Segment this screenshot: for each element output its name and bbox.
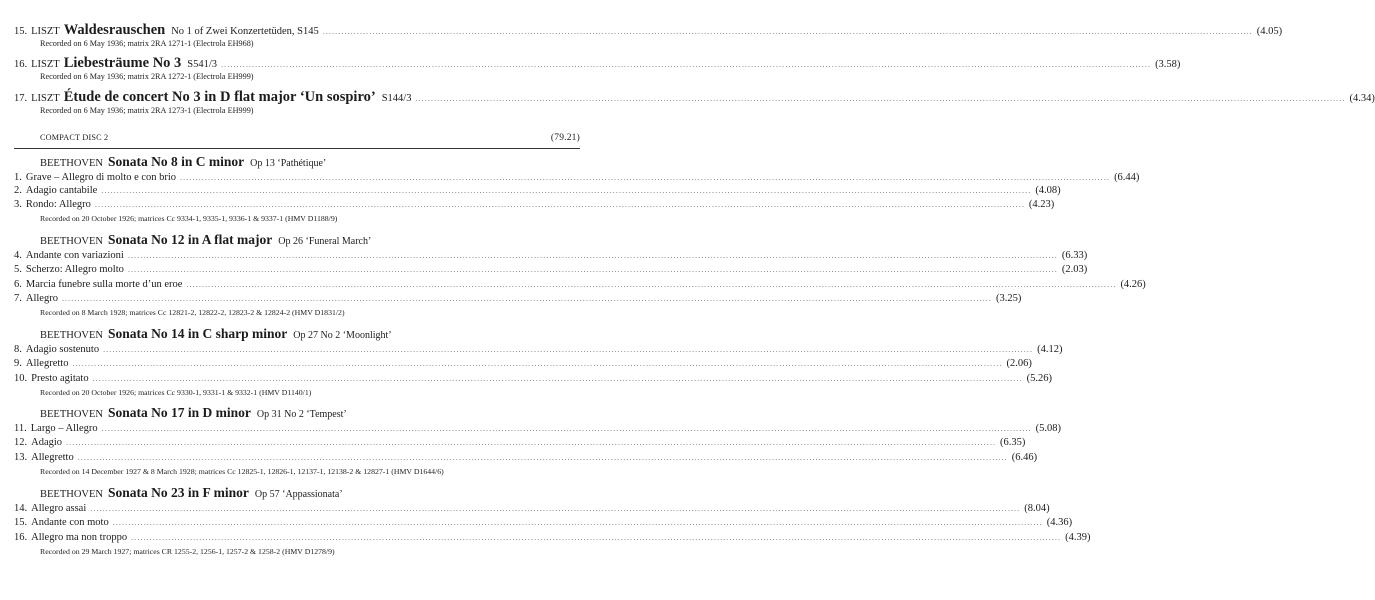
dot-leader: ............................................................................................................................................................................................................................................................................................................ (127, 251, 1058, 260)
track-number: 13. (14, 452, 28, 463)
work-title: Sonata No 14 in C sharp minor (108, 326, 288, 341)
track-row (14, 373, 1052, 387)
dot-leader: ............................................................................................................................................................................................................................................................................................................ (322, 27, 1253, 36)
work-detail: Op 27 No 2 ‘Moonlight’ (293, 330, 392, 341)
disc-total-duration: (79.21) (550, 133, 580, 143)
track-row (14, 517, 1073, 531)
work-detail: Op 26 ‘Funeral March’ (278, 236, 372, 247)
recording-info: Recorded on 6 May 1936; matrix 2RA 1272-1 (Electrola EH999) (40, 72, 254, 81)
dot-leader: ............................................................................................................................................................................................................................................................................................................ (415, 94, 1346, 103)
track-duration: (3.25) (995, 293, 1022, 304)
composer: LISZT (31, 59, 60, 70)
movement-name: Largo – Allegro (30, 423, 98, 434)
composer: BEETHOVEN (40, 409, 103, 420)
divider (14, 148, 580, 149)
work-heading (40, 405, 347, 421)
track-duration: (6.33) (1061, 250, 1088, 261)
recording-info: Recorded on 6 May 1936; matrix 2RA 1273-1 (Electrola EH999) (40, 106, 254, 115)
track-row (14, 452, 1038, 466)
movement-name: Marcia funebre sulla morte d’un eroe (25, 279, 183, 290)
track-row (14, 250, 1088, 264)
movement-name: Allegretto (25, 358, 69, 369)
track-duration: (4.34) (1349, 93, 1375, 104)
work-title: Liebesträume No 3 (63, 55, 182, 71)
work-detail: S144/3 (381, 93, 412, 104)
composer: BEETHOVEN (40, 489, 103, 500)
movement-name: Presto agitato (31, 373, 89, 384)
movement-name: Allegretto (31, 452, 74, 463)
dot-leader: ............................................................................................................................................................................................................................................................................................................ (72, 359, 1003, 368)
work-title: Sonata No 23 in F minor (108, 485, 249, 500)
movement-name: Adagio (31, 437, 63, 448)
track-duration: (4.05) (1256, 26, 1283, 37)
track-row (14, 172, 1140, 186)
disc-header (40, 133, 580, 147)
track-number: 15. (14, 517, 28, 528)
dot-leader: ............................................................................................................................................................................................................................................................................................................ (131, 533, 1062, 542)
track-number: 17. (14, 93, 28, 104)
track-number: 6. (14, 279, 22, 290)
track-row (14, 344, 1063, 358)
dot-leader: ............................................................................................................................................................................................................................................................................................................ (90, 504, 1021, 513)
disc-label: COMPACT DISC 2 (40, 133, 109, 142)
track-row (14, 279, 1146, 293)
track-row (14, 22, 1283, 38)
track-duration: (2.03) (1061, 264, 1088, 275)
composer: BEETHOVEN (40, 236, 103, 247)
track-duration: (4.36) (1046, 517, 1073, 528)
work-heading (40, 232, 371, 248)
track-row (14, 293, 1022, 307)
work-title: Sonata No 8 in C minor (108, 154, 245, 169)
work-detail: Op 57 ‘Appassionata’ (254, 489, 343, 500)
track-number: 4. (14, 250, 22, 261)
movement-name: Andante con variazioni (25, 250, 124, 261)
dot-leader: ............................................................................................................................................................................................................................................................................................................ (112, 518, 1043, 527)
track-number: 10. (14, 373, 28, 384)
dot-leader: ............................................................................................................................................................................................................................................................................................................ (127, 265, 1058, 274)
track-row (14, 89, 1375, 105)
recording-info: Recorded on 14 December 1927 & 8 March 1928; matrices Cc 12825-1, 12826-1, 12137-1, 12138-2 & 12827-1 (HMV D1644/6) (40, 467, 444, 476)
work-title: Sonata No 17 in D minor (108, 405, 251, 420)
track-duration: (6.44) (1114, 172, 1140, 183)
movement-name: Adagio sostenuto (25, 344, 100, 355)
track-duration: (4.08) (1035, 185, 1061, 196)
dot-leader: ............................................................................................................................................................................................................................................................................................................ (101, 186, 1032, 195)
track-number: 2. (14, 185, 22, 196)
track-number: 8. (14, 344, 22, 355)
track-row (14, 503, 1050, 517)
work-heading (40, 326, 392, 342)
track-duration: (6.35) (1000, 437, 1026, 448)
dot-leader: ............................................................................................................................................................................................................................................................................................................ (101, 424, 1032, 433)
recording-info: Recorded on 29 March 1927; matrices CR 1255-2, 1256-1, 1257-2 & 1258-2 (HMV D1278/9) (40, 547, 335, 556)
dot-leader: ............................................................................................................................................................................................................................................................................................................ (77, 453, 1008, 462)
work-detail: Op 31 No 2 ‘Tempest’ (256, 409, 347, 420)
track-duration: (3.58) (1155, 59, 1181, 70)
movement-name: Allegro (25, 293, 58, 304)
dot-leader: ............................................................................................................................................................................................................................................................................................................ (103, 345, 1034, 354)
track-number: 16. (14, 532, 28, 543)
track-row (14, 55, 1181, 71)
movement-name: Allegro assai (31, 503, 87, 514)
work-heading (40, 485, 343, 501)
movement-name: Allegro ma non troppo (31, 532, 128, 543)
track-duration: (8.04) (1024, 503, 1050, 514)
recording-info: Recorded on 6 May 1936; matrix 2RA 1271-1 (Electrola EH968) (40, 39, 254, 48)
track-number: 11. (14, 423, 27, 434)
track-number: 16. (14, 59, 28, 70)
track-number: 1. (14, 172, 22, 183)
track-number: 3. (14, 199, 22, 210)
track-number: 14. (14, 503, 28, 514)
track-row (14, 423, 1062, 437)
dot-leader: ............................................................................................................................................................................................................................................................................................................ (61, 294, 992, 303)
work-title: Sonata No 12 in A flat major (108, 232, 273, 247)
movement-name: Adagio cantabile (25, 185, 98, 196)
composer: LISZT (31, 93, 60, 104)
track-duration: (6.46) (1011, 452, 1038, 463)
track-row (14, 199, 1055, 213)
work-heading (40, 154, 326, 170)
dot-leader: ............................................................................................................................................................................................................................................................................................................ (180, 173, 1111, 182)
dot-leader: ............................................................................................................................................................................................................................................................................................................ (221, 60, 1152, 69)
track-duration: (5.26) (1026, 373, 1052, 384)
work-detail: S541/3 (187, 59, 218, 70)
track-row (14, 437, 1026, 451)
dot-leader: ............................................................................................................................................................................................................................................................................................................ (66, 438, 997, 447)
movement-name: Andante con moto (31, 517, 109, 528)
recording-info: Recorded on 8 March 1928; matrices Cc 12821-2, 12822-2, 12823-2 & 12824-2 (HMV D1831/2) (40, 308, 345, 317)
movement-name: Scherzo: Allegro molto (25, 264, 124, 275)
recording-info: Recorded on 20 October 1926; matrices Cc 9334-1, 9335-1, 9336-1 & 9337-1 (HMV D1188/9) (40, 214, 338, 223)
track-number: 15. (14, 26, 28, 37)
composer: BEETHOVEN (40, 158, 103, 169)
track-number: 12. (14, 437, 28, 448)
work-title: Étude de concert No 3 in D flat major ‘Un sospiro’ (63, 89, 376, 105)
track-duration: (2.06) (1006, 358, 1032, 369)
recording-info: Recorded on 20 October 1926; matrices Cc 9330-1, 9331-1 & 9332-1 (HMV D1140/1) (40, 388, 312, 397)
track-row (14, 358, 1032, 372)
dot-leader: ............................................................................................................................................................................................................................................................................................................ (94, 200, 1025, 209)
composer: BEETHOVEN (40, 330, 103, 341)
track-row (14, 532, 1091, 546)
track-duration: (5.08) (1035, 423, 1062, 434)
track-number: 9. (14, 358, 22, 369)
track-duration: (4.23) (1028, 199, 1055, 210)
work-title: Waldesrauschen (63, 22, 166, 38)
work-detail: No 1 of Zwei Konzertetüden, S145 (171, 26, 319, 37)
track-row (14, 185, 1061, 199)
movement-name: Grave – Allegro di molto e con brio (25, 172, 177, 183)
track-duration: (4.26) (1120, 279, 1146, 290)
track-row (14, 264, 1088, 278)
dot-leader: ............................................................................................................................................................................................................................................................................................................ (92, 374, 1023, 383)
track-number: 5. (14, 264, 22, 275)
composer: LISZT (31, 26, 60, 37)
movement-name: Rondo: Allegro (25, 199, 91, 210)
dot-leader: ............................................................................................................................................................................................................................................................................................................ (186, 280, 1117, 289)
track-number: 7. (14, 293, 22, 304)
track-duration: (4.39) (1065, 532, 1091, 543)
work-detail: Op 13 ‘Pathétique’ (250, 158, 327, 169)
track-duration: (4.12) (1037, 344, 1063, 355)
